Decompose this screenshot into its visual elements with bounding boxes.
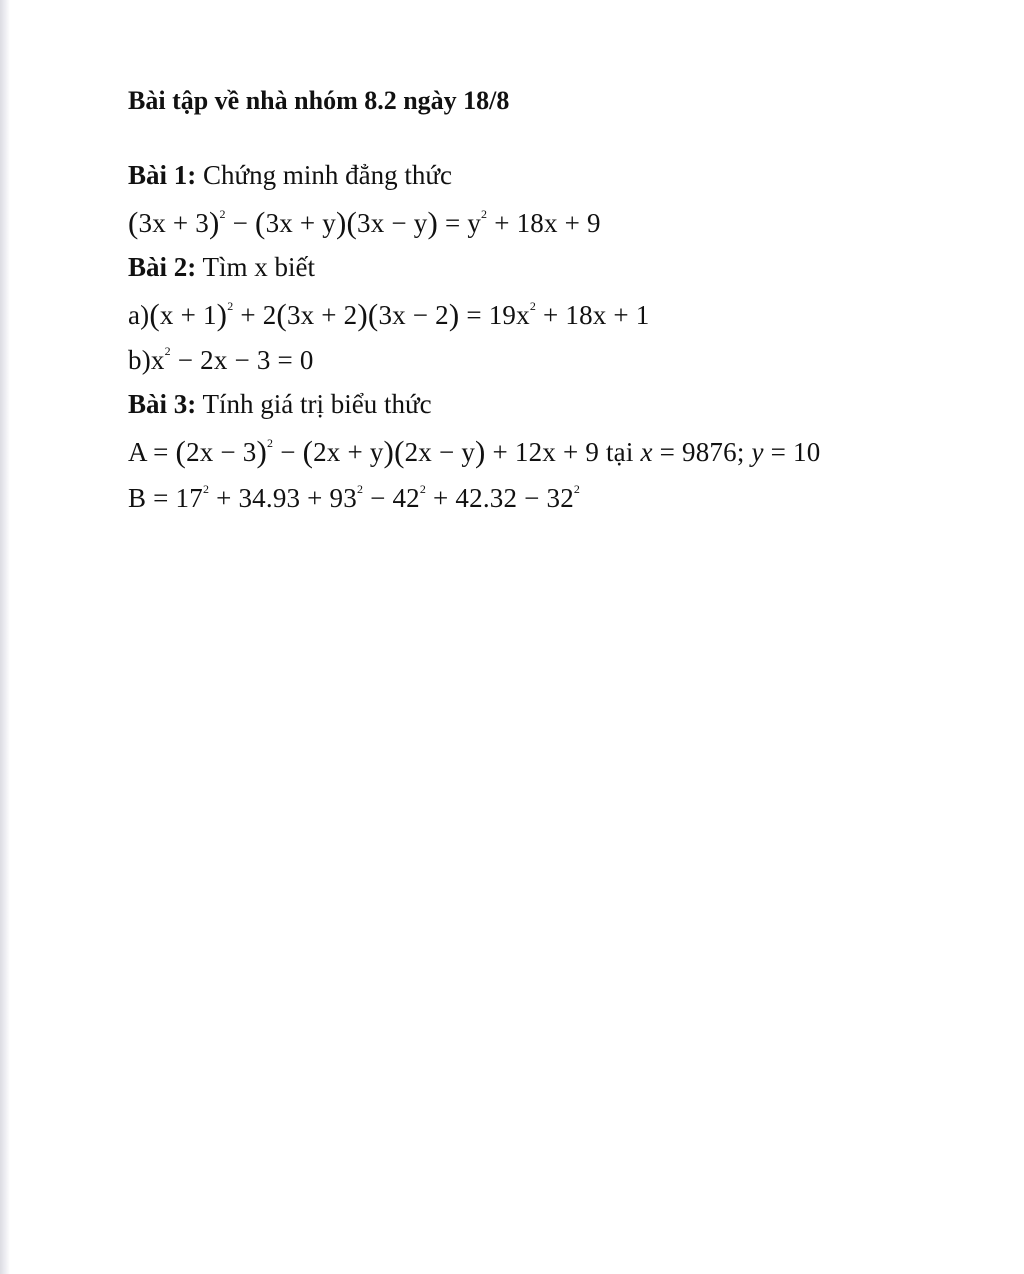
bai3a-rest: + 12x + 9 tại xyxy=(485,437,641,467)
bai3b-exponent: 2 xyxy=(419,482,427,496)
bai2a-term: x + 1 xyxy=(159,300,217,330)
page-edge-shadow xyxy=(0,0,10,1274)
bai2b-term: b)x xyxy=(128,345,165,375)
bai3a-var-y: y xyxy=(751,437,764,467)
bai3b-term: + 42.32 − 32 xyxy=(426,483,574,513)
bai1-eq-exponent: 2 xyxy=(219,207,226,221)
bai1-equation: $(3x + 3)^2 - (3x + y)(3x - y) = y^2 + 18x + 9$ xyxy=(128,205,601,240)
bai3a-var-x: x xyxy=(640,437,653,467)
document-page xyxy=(10,0,1024,1274)
bai3a-exponent: 2 xyxy=(267,436,274,450)
bai3b-exponent: 2 xyxy=(356,482,364,496)
bai2-label: Bài 2: xyxy=(128,252,197,282)
bai1-eq-exponent: 2 xyxy=(481,207,488,221)
bai1-text: Chứng minh đẳng thức xyxy=(196,160,453,190)
bai3-label: Bài 3: xyxy=(128,389,197,419)
bai3a-term: 2x − y xyxy=(404,437,476,467)
bai1-eq-term: 3x − y xyxy=(357,208,428,238)
bai1-eq-term: 3x + 3 xyxy=(138,208,209,238)
bai3b-term: − 42 xyxy=(363,483,420,513)
bai2a-term: 3x + 2 xyxy=(286,300,358,330)
bai2a-rhs: = 19x xyxy=(459,300,530,330)
bai3b-exponent: 2 xyxy=(202,482,210,496)
bai3a-operator: − xyxy=(273,437,303,467)
bai3b-exponent: 2 xyxy=(573,482,581,496)
bai1-label: Bài 1: xyxy=(128,160,197,190)
bai3a-x-value: = 9876; xyxy=(652,437,752,467)
bai2-text: Tìm x biết xyxy=(196,252,316,282)
bai1-eq-term: 3x + y xyxy=(265,208,336,238)
bai1-eq-rhs: = y xyxy=(438,208,482,238)
bai2-part-b xyxy=(128,343,314,377)
bai3-expression-a: $A = (2x - 3)^2 - (2x + y)(2x - y) + 12x + 9$ tại x = 9876; y = 10 xyxy=(128,434,821,469)
bai2a-rhs: + 18x + 1 xyxy=(536,300,650,330)
bai2b-rest: − 2x − 3 = 0 xyxy=(170,345,314,375)
bai3a-term: 2x − 3 xyxy=(186,437,257,467)
bai2b-exponent: 2 xyxy=(164,344,171,358)
bai2a-exponent: 2 xyxy=(529,299,537,313)
document-title: Bài tập về nhà nhóm 8.2 ngày 18/8 xyxy=(128,86,510,115)
bai3b-term: B = 17 xyxy=(128,483,203,513)
bai2a-prefix: a) xyxy=(128,300,150,330)
bai2a-operator: + 2 xyxy=(233,300,277,330)
bai1-eq-operator: − xyxy=(225,208,256,238)
bai3-text: Tính giá trị biểu thức xyxy=(196,389,432,419)
bai3b-term: + 34.93 + 93 xyxy=(209,483,357,513)
bai2-heading xyxy=(128,250,315,284)
bai1-eq-rhs: + 18x + 9 xyxy=(487,208,601,238)
bai3a-y-value: = 10 xyxy=(763,437,821,467)
bai3a-lhs: A = xyxy=(128,437,176,467)
bai1-heading xyxy=(128,158,452,192)
bai2a-term: 3x − 2 xyxy=(378,300,449,330)
bai3-heading xyxy=(128,387,432,421)
bai3-expression-b xyxy=(128,481,580,515)
bai3a-term: 2x + y xyxy=(313,437,384,467)
bai2a-exponent: 2 xyxy=(227,299,234,313)
bai2-part-a: $a)(x + 1)^2 + 2(3x + 2)(3x - 2) = 19x^2 + 18x + 1$ xyxy=(128,297,650,332)
